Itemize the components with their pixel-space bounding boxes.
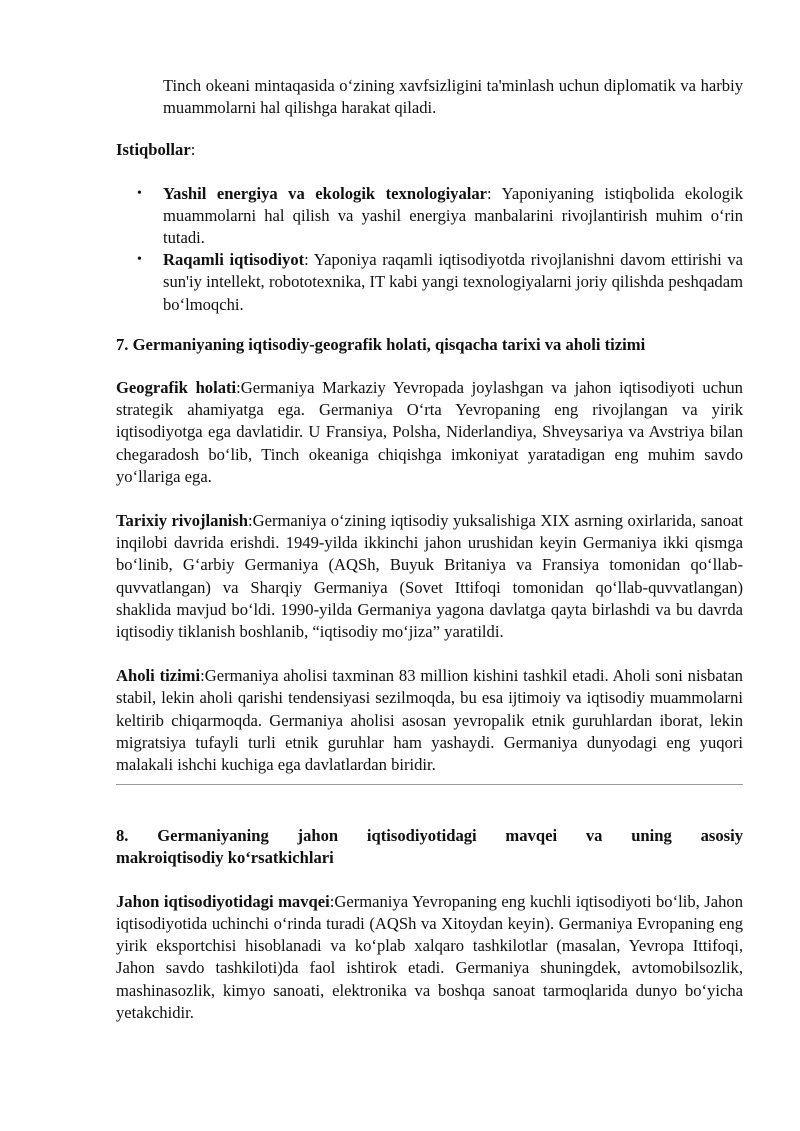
prospects-heading: Istiqbollar: [116, 140, 196, 160]
bullet-icon: • [137, 185, 142, 201]
history-paragraph [116, 510, 743, 643]
geography-paragraph [116, 377, 743, 488]
history-text: :Germaniya o‘zining iqtisodiy yuksalishiga XIX asrning oxirlarida, sanoat inqilobi davrida erishdi. 1949-yilda ikkinchi jahon urushidan keyin Germaniya ikki qismga bo‘linib, G‘arbiy Germaniya (AQSh, Buyuk Britaniya va Fransiya tomonidan qo‘llab-quvvatlangan) va Sharqiy Germaniya (Sovet Ittifoqi tomonidan qo‘llab-quvvatlangan) shaklida mavjud bo‘ldi. 1990-yilda Germaniya yagona davlatga qayta birlashdi va bu davrda iqtisodiy tiklanish boshlanib, “iqtisodiy mo‘jiza” yaratildi. [116, 511, 743, 642]
population-title: Aholi tizimi [116, 666, 201, 686]
list-item [137, 183, 743, 250]
list-item-title: Yashil energiya va ekologik texnologiyalar [163, 183, 488, 203]
geography-text: :Germaniya Markaziy Yevropada joylashgan va jahon iqtisodiyoti uchun strategik ahamiyatga ega. Germaniya O‘rta Yevropaning eng rivojlangan va yirik iqtisodiyotga ega davlatidir. U Fransiya, Polsha, Niderlandiya, Shveysariya va Avstriya bilan chegaradosh bo‘lib, Tinch okeaniga chiqishga imkoniyat yaratadigan eng muhim savdo yo‘llariga ega. [116, 378, 743, 486]
section-8-title-line2: makroiqtisodiy ko‘rsatkichlari [116, 848, 334, 868]
prospects-heading-text: Istiqbollar [116, 140, 191, 160]
population-paragraph [116, 665, 743, 776]
geography-title: Geografik holati [116, 378, 237, 398]
section-8-title-line1: 8. Germaniyaning jahon iqtisodiyotidagi mavqei va uning asosiy [116, 826, 743, 846]
list-item-text: : Yaponiyaning istiqbolida ekologik muammolarni hal qilish va yashil energiya manbalarini rivojlantirish muhim o‘rin tutadi. [163, 183, 743, 248]
bullet-icon: • [137, 252, 142, 268]
intro-continuation: Tinch okeani mintaqasida o‘zining xavfsizligini ta'minlash uchun diplomatik va harbiy muammolarni hal qilishga harakat qiladi. [163, 76, 743, 118]
world-position-title: Jahon iqtisodiyotidagi mavqei [116, 891, 330, 911]
document-page [116, 75, 743, 1046]
section-7-title: 7. Germaniyaning iqtisodiy-geografik holati, qisqacha tarixi va aholi tizimi [116, 334, 646, 354]
list-item [137, 249, 743, 316]
prospects-list [116, 183, 743, 316]
section-divider [116, 784, 743, 785]
world-position-text: :Germaniya Yevropaning eng kuchli iqtisodiyoti bo‘lib, Jahon iqtisodiyotida uchinchi o‘rinda turadi (AQSh va Xitoydan keyin). Germaniya Evropaning eng yirik eksportchisi hisoblanadi va ko‘plab xalqaro tashkilotlar (masalan, Yevropa Ittifoqi, Jahon savdo tashkiloti)da faol ishtirok etadi. Germaniya shuningdek, avtomobilsozlik, mashinasozlik, kimyo sanoati, elektronika va boshqa sanoat tarmoqlarida dunyo bo‘yicha yetakchidir. [116, 891, 744, 1022]
population-text: :Germaniya aholisi taxminan 83 million kishini tashkil etadi. Aholi soni nisbatan stabil, lekin aholi qarishi tendensiyasi sezilmoqda, bu esa ijtimoiy va iqtisodiy muammolarni keltirib chiqarmoqda. Germaniya aholisi asosan yevropalik etnik guruhlardan iborat, lekin migratsiya tufayli turli etnik guruhlar ham yashaydi. Germaniya dunyodagi eng yuqori malakali ishchi kuchiga ega davlatlardan biridir. [116, 666, 743, 775]
list-item-text: : Yaponiya raqamli iqtisodiyotda rivojlanishni davom ettirishi va sun'iy intellekt, robototexnika, IT kabi yangi texnologiyalarni joriy qilishda peshqadam bo‘lmoqchi. [163, 250, 743, 314]
world-position-paragraph [116, 891, 743, 1024]
list-item-title: Raqamli iqtisodiyot [163, 250, 305, 270]
section-8-title [116, 825, 743, 869]
history-title: Tarixiy rivojlanish [116, 511, 248, 531]
